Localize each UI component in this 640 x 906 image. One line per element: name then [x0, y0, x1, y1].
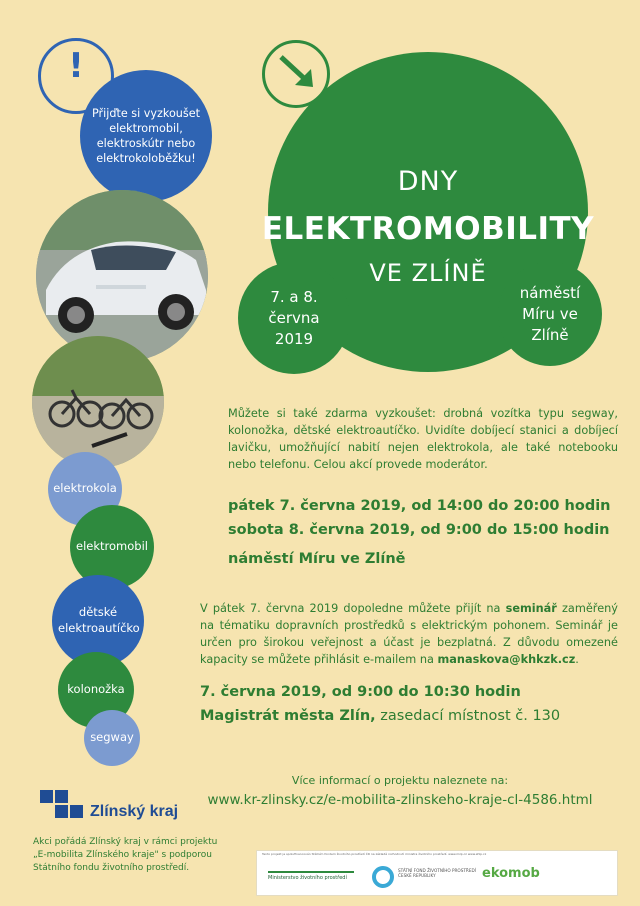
seminar-text-mid: zaměřený na tématiku dopravních prostředků s elektrickým pohonem. Seminář je určen pro širokou veřejnost a účast je bezplatná. Z důvodu omezené kapacity se můžete přihlásit e-mailem na: [200, 602, 618, 666]
event-place: náměstí Míru ve Zlíně: [519, 283, 581, 344]
category-label: elektrokola: [53, 481, 117, 496]
more-info-label: Více informací o projektu naleznete na:: [291, 774, 509, 787]
bicycles-photo: [32, 336, 164, 468]
sponsor-strip-text: Tento projekt je spolufinancován Státním fondem životního prostředí ČR na základě rozhodnutí ministra životního prostředí. www.mzp.cz www.sfzp.cz: [262, 852, 487, 856]
place-circle: [498, 262, 602, 366]
promo-circle: [80, 70, 212, 202]
seminar-text-after: .: [575, 652, 579, 666]
title-line-1: DNY: [397, 165, 459, 197]
intro-paragraph: Můžete si také zdarma vyzkoušet: drobná vozítka typu segway, kolonožka, dětské elektroautíčko. Uvidíte dobíjecí stanici a dobíjecí lavičku, umožňující nabití nejen elektrokola, ale také notebooku nebo telefonu. Celou akcí provede moderátor.: [228, 407, 618, 471]
category-label: kolonožka: [67, 682, 125, 697]
category-label: dětské elektroautíčko: [58, 605, 140, 635]
zlinsky-kraj-logo-text: Zlínský kraj: [90, 803, 179, 820]
title-line-2: ELEKTROMOBILITY: [261, 210, 595, 247]
footer-note: Akci pořádá Zlínský kraj v rámci projektu „E-mobilita Zlínského kraje" s podporou Státního fondu životního prostředí.: [33, 837, 218, 874]
seminar-time: 7. června 2019, od 9:00 do 10:30 hodin: [200, 684, 521, 700]
ministry-logo: Ministerstvo životního prostředí: [268, 871, 354, 881]
seminar-place-bold: Magistrát města Zlín,: [200, 708, 376, 724]
seminar-text-before: V pátek 7. června 2019 dopoledne můžete přijít na: [200, 602, 506, 615]
more-info-url-link[interactable]: www.kr-zlinsky.cz/e-mobilita-zlinskeho-kraje-cl-4586.html: [207, 792, 593, 808]
category-label: elektromobil: [76, 539, 148, 554]
ekomob-logo: ekomob: [482, 866, 540, 881]
date-circle: [238, 262, 350, 374]
seminar-place: [200, 708, 560, 724]
category-label: segway: [90, 730, 134, 745]
seminar-email-link[interactable]: manaskova@khkzk.cz: [437, 652, 576, 666]
schedule-saturday: sobota 8. června 2019, od 9:00 do 15:00 hodin: [228, 522, 610, 538]
fund-logo-text: STÁTNÍ FOND ŽIVOTNÍHO PROSTŘEDÍ ČESKÉ REPUBLIKY: [398, 868, 476, 879]
seminar-place-rest: zasedací místnost č. 130: [375, 708, 561, 724]
schedule-location: náměstí Míru ve Zlíně: [228, 551, 406, 567]
seminar-paragraph: [200, 601, 618, 669]
seminar-keyword: seminář: [505, 602, 557, 615]
zlinsky-kraj-logo-icon: [40, 790, 84, 820]
exclamation-icon: !: [68, 46, 84, 86]
promo-text: Přijďte si vyzkoušet elektromobil, elektroskútr nebo elektrokoloběžku!: [91, 106, 200, 166]
electric-car-photo: [36, 190, 208, 362]
category-segway: [84, 710, 140, 766]
fund-logo-icon: [372, 866, 394, 888]
schedule-friday: pátek 7. června 2019, od 14:00 do 20:00 hodin: [228, 498, 611, 514]
title-line-3: VE ZLÍNĚ: [369, 258, 487, 287]
event-date: 7. a 8. června 2019: [268, 287, 320, 348]
